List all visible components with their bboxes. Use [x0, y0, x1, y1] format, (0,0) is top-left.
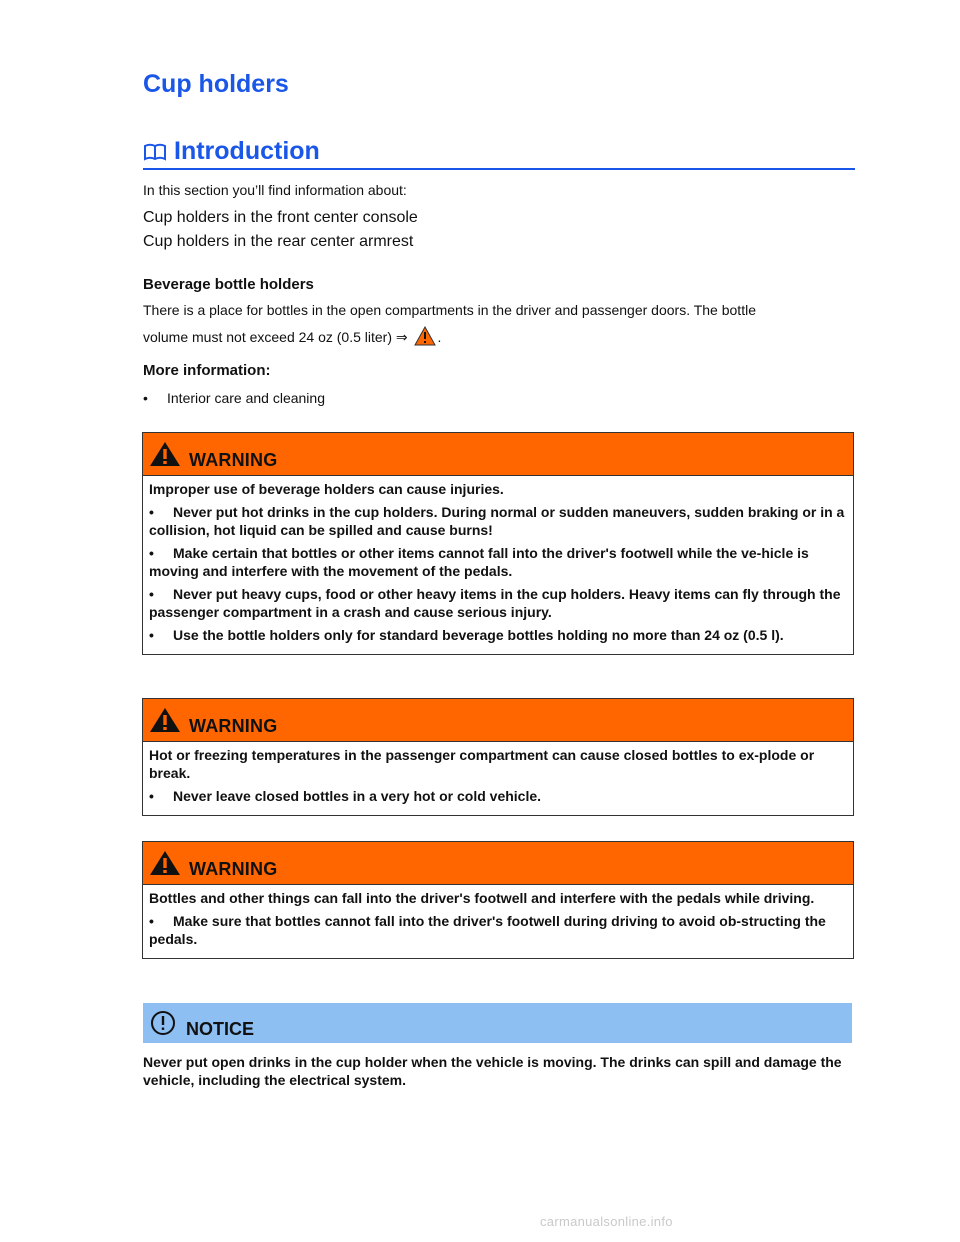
warning-triangle-icon	[149, 850, 181, 876]
bullet: •	[149, 788, 154, 804]
warning-intro: Bottles and other things can fall into the driver's footwell and interfere with the pedals while driving.	[149, 890, 815, 906]
warning-box-1	[142, 432, 854, 655]
bullet: •	[149, 545, 154, 561]
warning-label: WARNING	[189, 450, 278, 470]
warning-bullet-text: Use the bottle holders only for standard beverage bottles holding no more than 24 oz (0.5 l).	[173, 627, 784, 643]
bullet: •	[149, 504, 154, 520]
warning-box-3	[142, 841, 854, 959]
bullet: •	[143, 390, 148, 406]
warning-bullet-text: Never leave closed bottles in a very hot or cold vehicle.	[173, 788, 542, 804]
bullet: •	[149, 586, 154, 602]
bottle-holders-text-end: .	[437, 329, 442, 345]
warning-header	[143, 842, 853, 885]
warning-intro: Improper use of beverage holders can cause injuries.	[149, 481, 504, 497]
warning-triangle-icon	[149, 441, 181, 467]
warning-bullet	[149, 503, 847, 539]
warning-bullet	[149, 787, 847, 805]
chapter-title: Cup holders	[143, 70, 289, 98]
section-title: Introduction	[174, 137, 320, 165]
warning-triangle-icon	[149, 707, 181, 733]
warning-bullet-text: Make certain that bottles or other items cannot fall into the driver's footwell while the ve-hicle is moving and interfere with the movement of the pedals.	[149, 545, 809, 579]
exclamation-circle-icon	[150, 1010, 176, 1036]
warning-intro: Hot or freezing temperatures in the passenger compartment can cause closed bottles to ex-plode or break.	[149, 747, 815, 781]
warning-bullet-text: Never put hot drinks in the cup holders. During normal or sudden maneuvers, sudden braking or in a collision, hot liquid can be spilled and cause burns!	[149, 504, 845, 538]
warning-body	[143, 885, 853, 958]
warning-bullet	[149, 626, 847, 644]
notice-header	[143, 1003, 852, 1043]
warning-header	[143, 699, 853, 742]
warning-body	[143, 742, 853, 815]
more-info-heading: More information:	[143, 362, 271, 379]
warning-body	[143, 476, 853, 654]
warning-bullet-text: Make sure that bottles cannot fall into the driver's footwell during driving to avoid ob-structing the pedals.	[149, 913, 826, 947]
warning-triangle-icon[interactable]	[414, 326, 436, 346]
warning-box-2	[142, 698, 854, 816]
notice-text: Never put open drinks in the cup holder when the vehicle is moving. The drinks can spill and damage the vehicle, including the electrical system.	[143, 1054, 842, 1088]
watermark: carmanualsonline.info	[540, 1214, 673, 1229]
more-info-link-label: Interior care and cleaning	[167, 390, 325, 406]
warning-bullet	[149, 912, 847, 948]
bottle-holders-text-line2: volume must not exceed 24 oz (0.5 liter) ⇒	[143, 329, 408, 345]
bottle-holders-text	[143, 297, 843, 351]
warning-bullet-text: Never put heavy cups, food or other heavy items in the cup holders. Heavy items can fly through the passenger compartment in a crash and cause serious injury.	[149, 586, 841, 620]
warning-header	[143, 433, 853, 476]
bullet: •	[149, 913, 154, 929]
section-header	[143, 134, 855, 170]
warning-label: WARNING	[189, 716, 278, 736]
notice-label: NOTICE	[186, 1019, 255, 1039]
intro-item-rear: Cup holders in the rear center armrest	[143, 233, 414, 250]
warning-label: WARNING	[189, 859, 278, 879]
intro-lead: In this section you’ll find information about:	[143, 182, 407, 198]
bottle-holders-text-line1: There is a place for bottles in the open compartments in the driver and passenger doors. The bottle	[143, 302, 756, 318]
more-info-link[interactable]	[143, 390, 325, 406]
book-icon	[143, 143, 167, 161]
bullet: •	[149, 627, 154, 643]
warning-bullet	[149, 544, 847, 580]
intro-item-front: Cup holders in the front center console	[143, 209, 418, 226]
bottle-holders-heading: Beverage bottle holders	[143, 276, 314, 293]
warning-bullet	[149, 585, 847, 621]
